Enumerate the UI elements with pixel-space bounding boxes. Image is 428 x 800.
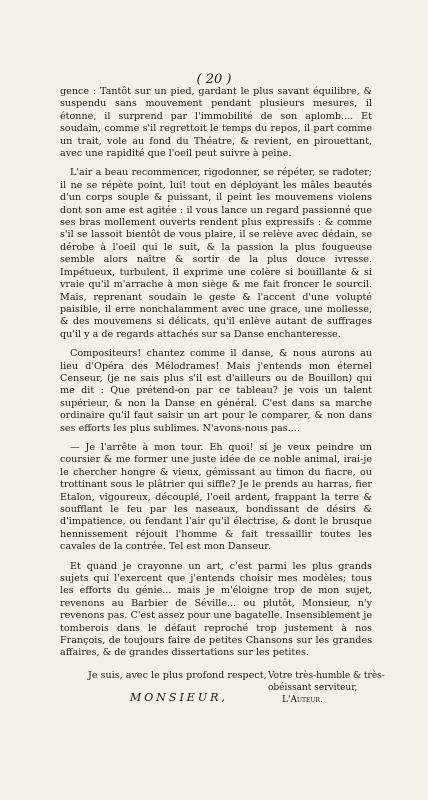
paragraph: Compositeurs! chantez comme il danse, & nous aurons au lieu d'Opéra des Mélodrames! Mais j'entends mon éternel Censeur, (je ne sais plus s'il est d'ailleurs ou de Bouillon) qui me dit : Que prétend-on par ce tableau? je vois un talent supérieur, & non la Danse en général. C'est dans sa marche ordinaire qu'il faut saisir un art pour le comparer, & non dans ses efforts les plus sublimes. N'avons-nous pas.... [60,348,372,434]
closing-line: Je suis, avec le plus profond respect, [88,669,267,681]
body-text [60,86,372,660]
salutation: MONSIEUR, [130,690,228,704]
signature-line: obéissant serviteur, [268,683,358,693]
signature-block [268,670,385,706]
paragraph: L'air a beau recommencer, rigodonner, se répéter, se radoter; il ne se répète point, lui! tout en déployant les mâles beautés d'un corps souple & puissant, il peint les mouvemens violens dont son ame est agitée : il vous lance un regard passionné que ses bras mollement ouverts rendent plus expressifs : & comme s'il se lassoit bientôt de vous plaire, il se relève avec dédain, se dérobe à l'oeil qui le suit, & la passion la plus fougueuse semble alors naître & sortir de la plus douce ivresse. Impétueux, turbulent, il exprime une colère si bouillante & si vraie qu'il m'arrache à mon siège & me fait froncer le sourcil. Mais, reprenant soudain le geste & l'accent d'une volupté paisible, il erre nonchalamment avec une grace, une mollesse, & des mouvemens si délicats, qu'il enlève autant de suffrages qu'il y a de regards attachés sur sa Danse enchanteresse. [60,167,372,340]
signature-line: Votre très-humble & très- [268,671,385,681]
paragraph: gence : Tantôt sur un pied, gardant le plus savant équilibre, & suspendu sans mouvement pendant plusieurs mesures, il étonne, il surprend par l'immobilité de son aplomb.... Et soudain, comme s'il regrettoit le temps du repos, il part comme un trait, vole au fond du Théatre, & revient, en pirouettant, avec une rapidité que l'oeil peut suivre à peine. [60,86,372,160]
page-number: ( 20 ) [196,72,232,87]
paragraph: Et quand je crayonne un art, c'est parmi les plus grands sujets qui l'exercent que j'entends choisir mes modèles; tous les efforts du génie... mais je m'éloigne trop de mon sujet, revenons au Barbier de Séville... ou plutôt, Monsieur, n'y revenons pas. C'est assez pour une bagatelle. Insensiblement je tomberois dans le défaut reproché trop justement à nos François, de toujours faire de petites Chansons sur les grandes affaires, & de grandes dissertations sur les petites. [60,560,372,659]
paragraph: — Je l'arrête à mon tour. Eh quoi! si je veux peindre un coursier & me former une juste idée de ce noble animal, irai-je le chercher hongre & vieux, gémissant au timon du fiacre, ou trottinant sous le plâtrier qui siffle? Je le prends au harras, fier Etalon, vigoureux, découplé, l'oeil ardent, frappant la terre & soufflant le feu par les naseaux, bondissant de désirs & d'impatience, ou fendant l'air qu'il électrise, & dont le brusque hennissement réjouit l'homme & fait tressaillir toutes les cavales de la contrée. Tel est mon Danseur. [60,441,372,553]
author-name: L'Auteur. [282,695,323,705]
